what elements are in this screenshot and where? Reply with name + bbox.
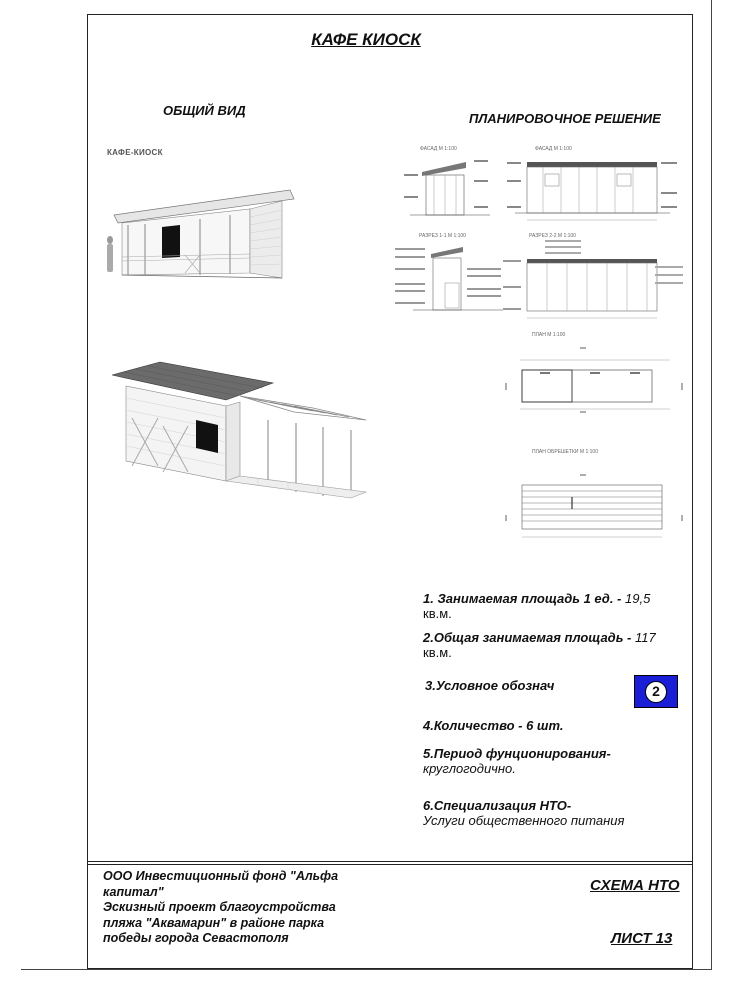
info-item-6: [423, 798, 624, 828]
facade-1-label: ФАСАД М 1:100: [420, 146, 457, 152]
area-unit-value: 19,5: [621, 591, 651, 606]
project-line-2: пляжа "Аквамарин" в районе парка: [103, 915, 325, 930]
kiosk-perspective-view-top: [100, 165, 300, 290]
org-line-1: ООО Инвестиционный фонд "Альфа: [103, 869, 339, 883]
info-item-3: [425, 678, 554, 693]
quantity-label: 4.Количество - 6 шт.: [423, 718, 564, 733]
area-unit-label: 1. Занимаемая площадь 1 ед. -: [423, 591, 622, 606]
legend-symbol-badge: [634, 675, 678, 708]
organization-block: [103, 869, 393, 947]
area-unit-unit: кв.м.: [423, 606, 452, 621]
plan-drawing: [500, 328, 690, 418]
operation-period-value: круглогодично.: [423, 761, 516, 776]
layout-solution-heading: ПЛАНИРОВОЧНОЕ РЕШЕНИЕ: [469, 111, 661, 126]
section-2-label: РАЗРЕЗ 2-2 М 1:100: [529, 233, 576, 239]
general-view-heading: ОБЩИЙ ВИД: [163, 103, 246, 118]
total-area-label: 2.Общая занимаемая площадь -: [423, 630, 632, 645]
info-item-2: [423, 630, 656, 660]
legend-symbol-label: 3.Условное обознач: [425, 678, 555, 693]
facade-drawing-2: [505, 140, 685, 225]
total-area-unit: кв.м.: [423, 645, 452, 660]
project-line-3: победы города Севастополя: [103, 931, 289, 945]
section-1-label: РАЗРЕЗ 1-1 М 1:100: [419, 233, 466, 239]
sheet-number: ЛИСТ 13: [611, 930, 673, 947]
org-line-2: капитал": [103, 884, 164, 899]
plan-label: ПЛАН М 1:100: [532, 332, 566, 338]
info-item-1: [423, 591, 650, 621]
specialization-value: Услуги общественного питания: [423, 813, 625, 828]
page-title: КАФЕ КИОСК: [311, 30, 421, 49]
info-item-5: [423, 746, 611, 776]
lathing-plan-drawing: [500, 445, 690, 545]
specialization-label: 6.Специализация НТО-: [423, 798, 572, 813]
facade-2-label: ФАСАД М 1:100: [535, 146, 572, 152]
info-item-4: [423, 718, 564, 733]
lathing-plan-label: ПЛАН ОБРЕШЕТКИ М 1:100: [532, 449, 598, 455]
facade-drawing-1: [400, 140, 500, 225]
legend-symbol-number: 2: [645, 681, 667, 703]
kiosk-caption: КАФЕ-КИОСК: [107, 148, 163, 157]
footer-rule-bottom: [88, 864, 693, 865]
total-area-value: 117: [631, 630, 656, 645]
section-2-2-drawing: [505, 228, 687, 328]
scheme-title: СХЕМА НТО: [590, 877, 680, 894]
operation-period-label: 5.Период фунционирования-: [423, 746, 611, 761]
kiosk-perspective-view-bottom: [108, 358, 370, 508]
footer-rule-top: [88, 861, 693, 862]
project-line-1: Эскизный проект благоустройства: [103, 900, 336, 914]
